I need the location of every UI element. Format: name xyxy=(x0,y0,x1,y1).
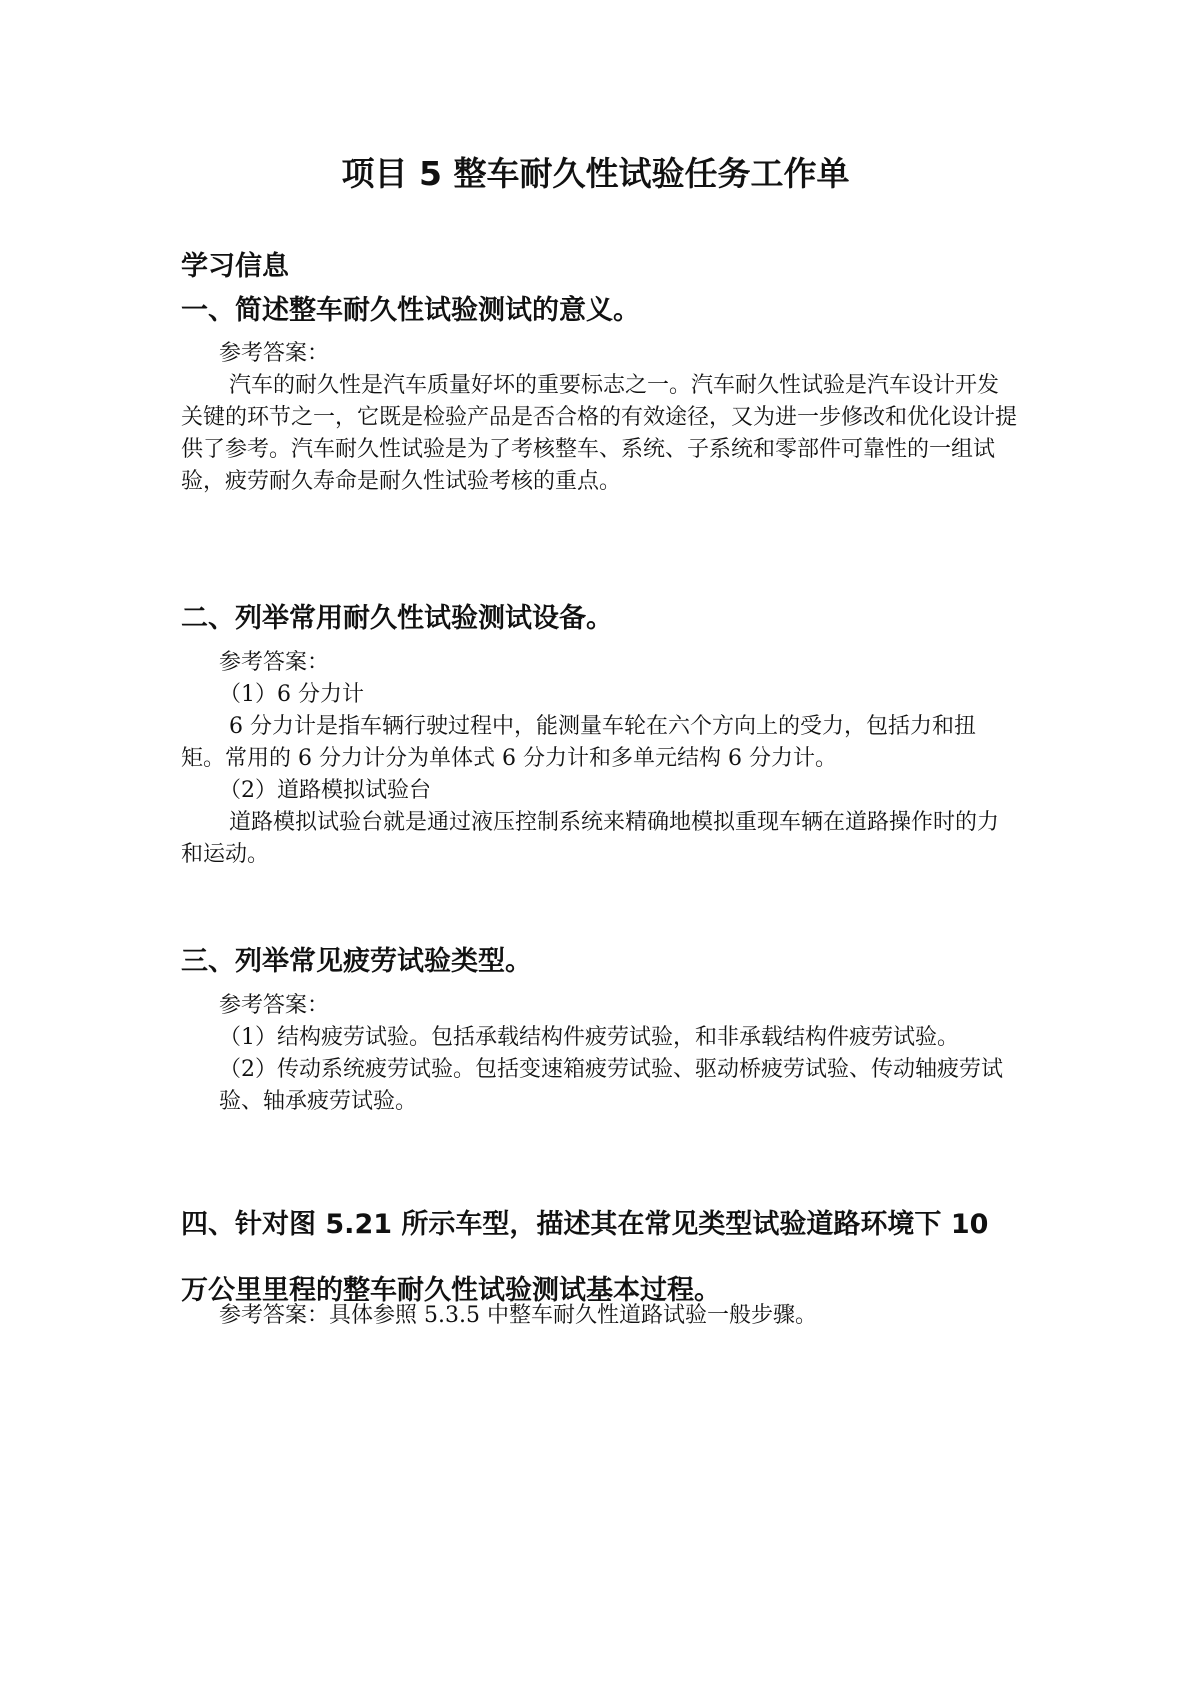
list-item: （2）传动系统疲劳试验。包括变速箱疲劳试验、驱动桥疲劳试验、传动轴疲劳试验、轴承疲劳试验。 xyxy=(219,1057,1003,1114)
answer-text: 参考答案：具体参照 5.3.5 中整车耐久性道路试验一般步骤。 xyxy=(219,1303,817,1328)
question-4-answer xyxy=(181,1300,1017,1332)
question-1-heading: 一、简述整车耐久性试验测试的意义。 xyxy=(181,295,640,326)
section-header: 学习信息 xyxy=(181,251,289,282)
question-2-answer xyxy=(181,647,1017,871)
document-title: 项目 5 整车耐久性试验任务工作单 xyxy=(341,154,850,193)
list-item-text: 道路模拟试验台就是通过液压控制系统来精确地模拟重现车辆在道路操作时的力和运动。 xyxy=(181,810,1000,867)
list-item-title: （2）道路模拟试验台 xyxy=(219,778,431,803)
question-1-answer xyxy=(181,338,1017,498)
question-3-answer xyxy=(181,990,1017,1118)
answer-label: 参考答案： xyxy=(219,341,330,366)
question-3-heading: 三、列举常见疲劳试验类型。 xyxy=(181,946,532,977)
answer-label: 参考答案： xyxy=(219,993,330,1018)
question-4-heading: 四、针对图 5.21 所示车型，描述其在常见类型试验道路环境下 10 万公里里程的整车耐久性试验测试基本过程。 xyxy=(181,1209,989,1306)
list-item-title: （1）6 分力计 xyxy=(219,682,364,707)
list-item: （1）结构疲劳试验。包括承载结构件疲劳试验，和非承载结构件疲劳试验。 xyxy=(219,1025,959,1050)
question-2-heading: 二、列举常用耐久性试验测试设备。 xyxy=(181,603,613,634)
answer-label: 参考答案： xyxy=(219,650,330,675)
answer-paragraph: 汽车的耐久性是汽车质量好坏的重要标志之一。汽车耐久性试验是汽车设计开发关键的环节之一，它既是检验产品是否合格的有效途径，又为进一步修改和优化设计提供了参考。汽车耐久性试验是为了考核整车、系统、子系统和零部件可靠性的一组试验，疲劳耐久寿命是耐久性试验考核的重点。 xyxy=(181,373,1018,494)
list-item-text: 6 分力计是指车辆行驶过程中，能测量车轮在六个方向上的受力，包括力和扭矩。常用的 6 分力计分为单体式 6 分力计和多单元结构 6 分力计。 xyxy=(181,714,976,771)
